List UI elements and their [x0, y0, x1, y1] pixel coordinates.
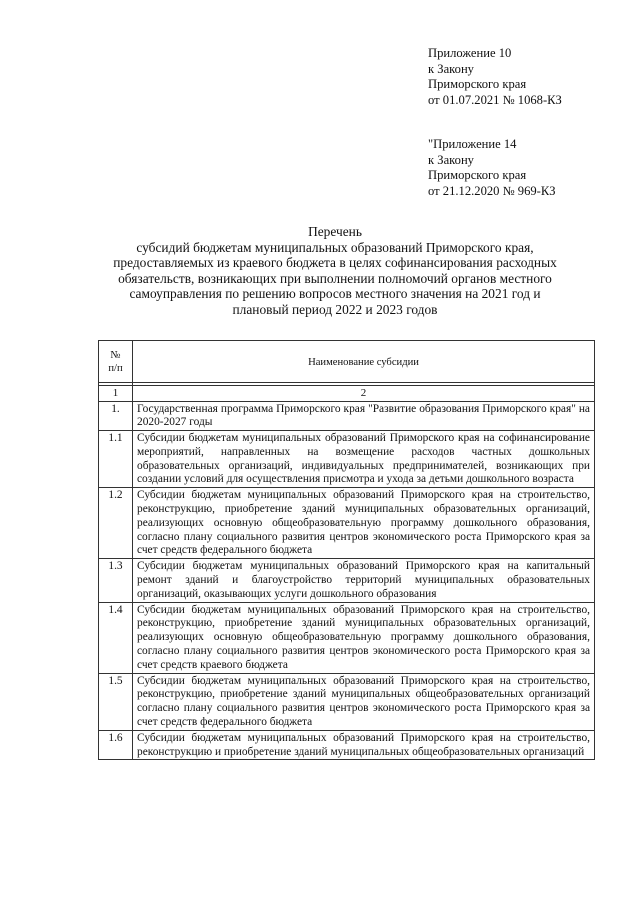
row-number: 1.5: [99, 673, 133, 730]
appendix-original-block: [428, 137, 556, 199]
title-line: плановый период 2022 и 2023 годов: [232, 301, 438, 317]
column-number: 2: [133, 386, 595, 402]
appendix-line: "Приложение 14: [428, 137, 517, 151]
appendix-line: от 01.07.2021 № 1068-КЗ: [428, 92, 562, 107]
appendix-line: Приморского края: [428, 168, 527, 183]
row-name: Субсидии бюджетам муниципальных образований Приморского края на строительство, реконструкцию, приобретение зданий муниципальных образовательных организаций, реализующих основную общеобразовательную программу дошкольного образования, согласно плану социального развития центров экономического роста Приморского края за счет средств краевого бюджета: [133, 602, 595, 673]
table-header-row: [99, 341, 595, 383]
appendix-line: Приложение 10: [428, 46, 512, 60]
row-name: Субсидии бюджетам муниципальных образований Приморского края на софинансирование мероприятий, направленных на возмещение расходов частных дошкольных образовательных организаций, индивидуальных предпринимателей, возникающих при создании условий для осуществления присмотра и ухода за детьми дошкольного возраста: [133, 431, 595, 488]
title-line: обязательств, возникающих при выполнении полномочий органов местного: [118, 270, 552, 286]
row-name: Субсидии бюджетам муниципальных образований Приморского края на капитальный ремонт зданий и благоустройство территорий муниципальных образовательных организаций, оказывающих услуги дошкольного образования: [133, 559, 595, 602]
row-number: 1.2: [99, 488, 133, 559]
title-line: субсидий бюджетам муниципальных образований Приморского края,: [136, 239, 534, 255]
row-number: 1.3: [99, 559, 133, 602]
column-number: 1: [99, 386, 133, 402]
appendix-line: от 21.12.2020 № 969-КЗ: [428, 183, 556, 198]
table-row: [99, 431, 595, 488]
row-name: Субсидии бюджетам муниципальных образований Приморского края на строительство, реконструкцию и приобретение зданий муниципальных общеобразовательных организаций: [133, 730, 595, 760]
header-name: Наименование субсидии: [133, 341, 595, 383]
table-row: [99, 488, 595, 559]
appendix-line: к Закону: [428, 61, 474, 76]
header-num: № п/п: [99, 341, 133, 383]
title-line: Перечень: [308, 224, 362, 239]
row-number: 1.: [99, 401, 133, 431]
column-number-row: [99, 386, 595, 402]
appendix-line: к Закону: [428, 152, 474, 167]
title-line: предоставляемых из краевого бюджета в целях софинансирования расходных: [113, 255, 557, 271]
table-row: [99, 673, 595, 730]
subsidy-table: [98, 340, 595, 760]
table-row: [99, 559, 595, 602]
row-name: Субсидии бюджетам муниципальных образований Приморского края на строительство, реконструкцию, приобретение зданий муниципальных общеобразовательных организаций согласно плану социального развития центров экономического роста Приморского края за счет средств федерального бюджета: [133, 673, 595, 730]
appendix-line: Приморского края: [428, 77, 527, 92]
document-title: [60, 224, 610, 318]
table-row: [99, 602, 595, 673]
appendix-current-block: [428, 46, 562, 108]
table-row: [99, 730, 595, 760]
row-name: Субсидии бюджетам муниципальных образований Приморского края на строительство, реконструкцию, приобретение зданий муниципальных образовательных организаций, реализующих основную общеобразовательную программу дошкольного образования, согласно плану социального развития центров экономического роста Приморского края за счет средств федерального бюджета: [133, 488, 595, 559]
table-row: [99, 401, 595, 431]
title-line: самоуправления по решению вопросов местного значения на 2021 год и: [129, 286, 541, 302]
row-number: 1.1: [99, 431, 133, 488]
row-number: 1.4: [99, 602, 133, 673]
row-name: Государственная программа Приморского края "Развитие образования Приморского края" на 2020-2027 годы: [133, 401, 595, 431]
row-number: 1.6: [99, 730, 133, 760]
